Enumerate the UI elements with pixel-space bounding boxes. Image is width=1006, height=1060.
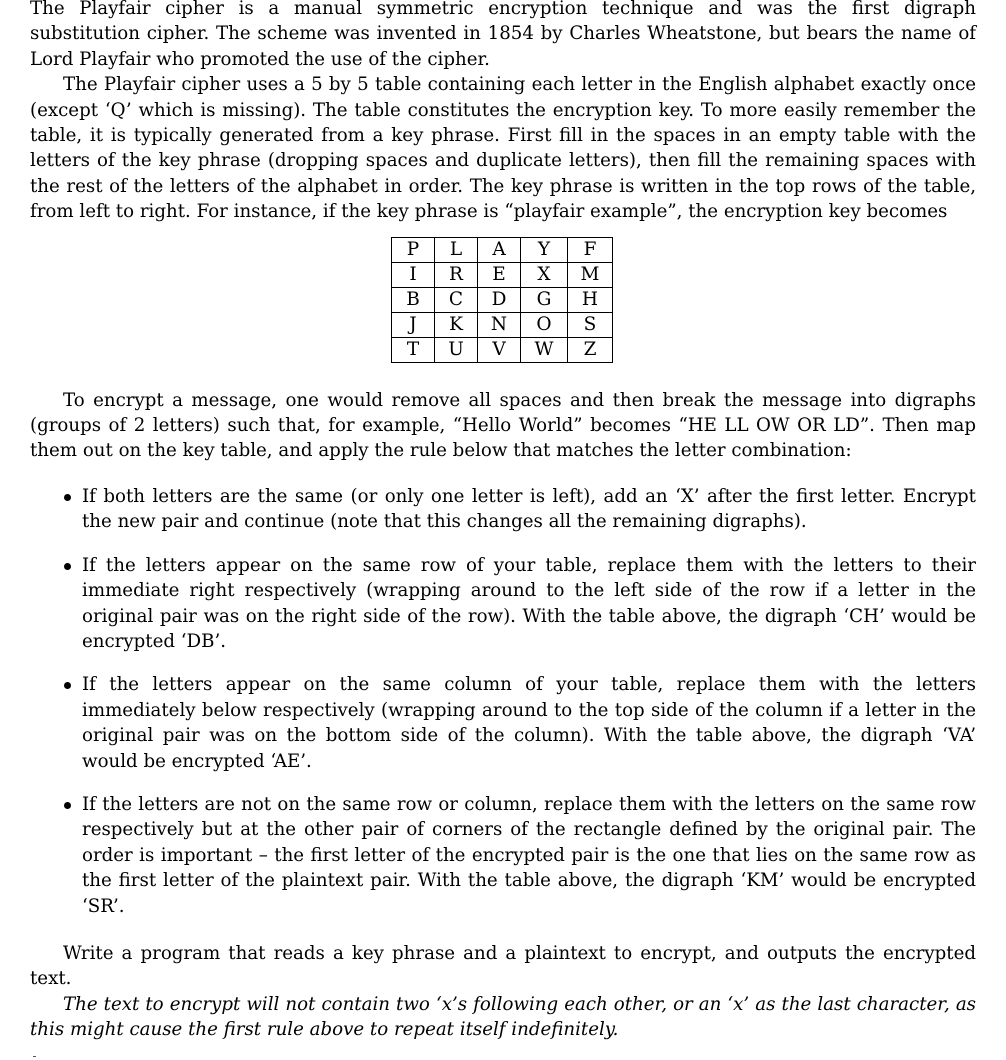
key-table-row <box>392 237 613 262</box>
rule-text: If the letters are not on the same row or column, replace them with the letters on the same row respectively but at the other pair of corners of the rectangle defined by the original pair. The order is important – the first letter of the encrypted pair is the one that lies on the same row as the first letter of the plaintext pair. With the table above, the digraph ‘KM’ would be encrypted ‘SR’. <box>82 793 976 917</box>
key-table-container <box>30 235 976 380</box>
bullet-icon <box>64 682 71 689</box>
rule-text: If the letters appear on the same row of your table, replace them with the letters to their immediate right respectively (wrapping around to the left side of the row if a letter in the original pair was on the right side of the row). With the table above, the digraph ‘CH’ would be encrypted ‘DB’. <box>82 554 976 652</box>
bullet-icon <box>64 802 71 809</box>
key-table-row <box>392 287 613 312</box>
key-table-cell: M <box>568 262 613 287</box>
key-table-cell: J <box>392 312 435 337</box>
key-table-cell: B <box>392 287 435 312</box>
key-table-cell: E <box>478 262 521 287</box>
key-table-cell: U <box>435 337 478 362</box>
key-table-cell: D <box>478 287 521 312</box>
bullet-icon <box>64 563 71 570</box>
key-table-cell: P <box>392 237 435 262</box>
key-table-cell: W <box>521 337 568 362</box>
key-table-row <box>392 262 613 287</box>
rule-text: If the letters appear on the same column of your table, replace them with the letters immediately below respectively (wrapping around to the top side of the column if a letter in the original pair was on the bottom side of the column). With the table above, the digraph ‘VA’ would be encrypted ‘AE’. <box>82 674 976 772</box>
rule-text: If both letters are the same (or only one letter is left), add an ‘X’ after the first letter. Encrypt the new pair and continue (note that this changes all the remaining digraphs). <box>82 485 976 533</box>
task-paragraph: Write a program that reads a key phrase and a plaintext to encrypt, and outputs the encrypted text. <box>30 942 976 990</box>
key-table-cell: Y <box>521 237 568 262</box>
problem-statement <box>30 0 976 1043</box>
key-table-cell: V <box>478 337 521 362</box>
note-paragraph: The text to encrypt will not contain two ‘x’s following each other, or an ‘x’ as the last character, as this might cause the first rule above to repeat itself indefinitely. <box>30 993 976 1041</box>
key-table-description: The Playfair cipher uses a 5 by 5 table containing each letter in the English alphabet exactly once (except ‘Q’ which is missing). The table constitutes the encryption key. To more easily remember the table, it is typically generated from a key phrase. First fill in the spaces in an empty table with the letters of the key phrase (dropping spaces and duplicate letters), then fill the remaining spaces with the rest of the letters of the alphabet in order. The key phrase is written in the top rows of the table, from left to right. For instance, if the key phrase is “playfair example”, the encryption key becomes <box>30 74 976 223</box>
rule-item <box>30 484 976 535</box>
key-table-cell: R <box>435 262 478 287</box>
key-table <box>391 237 613 363</box>
key-table-row <box>392 337 613 362</box>
rule-item <box>30 553 976 655</box>
key-table-cell: N <box>478 312 521 337</box>
key-table-cell: X <box>521 262 568 287</box>
key-table-cell: T <box>392 337 435 362</box>
rules-list <box>30 484 976 919</box>
key-table-cell: O <box>521 312 568 337</box>
key-table-cell: L <box>435 237 478 262</box>
key-table-cell: Z <box>568 337 613 362</box>
key-table-cell: I <box>392 262 435 287</box>
page-mark <box>33 1056 36 1057</box>
rule-item <box>30 672 976 774</box>
key-table-cell: C <box>435 287 478 312</box>
key-table-cell: S <box>568 312 613 337</box>
key-table-cell: H <box>568 287 613 312</box>
bullet-icon <box>64 494 71 501</box>
key-table-cell: F <box>568 237 613 262</box>
key-table-row <box>392 312 613 337</box>
encrypt-intro-paragraph: To encrypt a message, one would remove all spaces and then break the message into digraphs (groups of 2 letters) such that, for example, “Hello World” becomes “HE LL OW OR LD”. Then map them out on the key table, and apply the rule below that matches the letter combination: <box>30 389 976 462</box>
key-table-cell: G <box>521 287 568 312</box>
intro-paragraph: The Playfair cipher is a manual symmetric encryption technique and was the first digraph substitution cipher. The scheme was invented in 1854 by Charles Wheatstone, but bears the name of Lord Playfair who promoted the use of the cipher. <box>30 0 976 70</box>
rule-item <box>30 792 976 919</box>
key-table-cell: A <box>478 237 521 262</box>
key-table-cell: K <box>435 312 478 337</box>
